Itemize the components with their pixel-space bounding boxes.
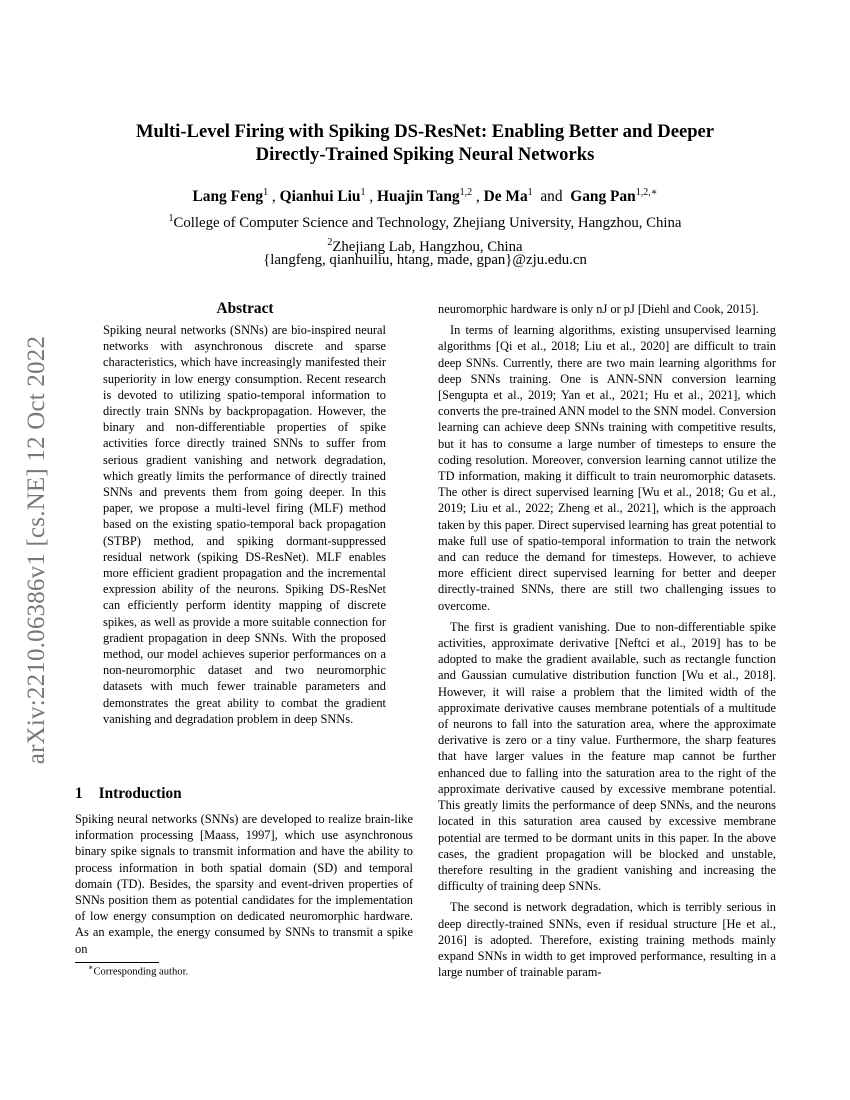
paragraph: The first is gradient vanishing. Due to non-differentiable spike activities, approximate derivative [Neftci et al., 2019] has to be adopted to make the gradient available, such as rectangle function and Gaussian cumulative distribution function [Wu et al., 2018]. However, it will raise a problem that the limited width of the approximate derivative causes membrane potentials of a multitude of neurons to fall into the saturation area, where the approximate derivative is zero or a tiny value. Furthermore, the sharp features that have larger values in the feature map cannot be further enhanced due to falling into the saturation area to the right of the approximate derivative caused by excessive membrane potential. This greatly limits the performance of deep SNNs, and the neurons located in this saturation area caused by excessive membrane potential are termed to be dormant units in this paper. In the above cases, the gradient propagation will be blocked and unstable, therefore resulting in the gradient vanishing and increasing the difficulty of training deep SNNs. xyxy=(438,619,776,894)
arxiv-identifier: arXiv:2210.06386v1 [cs.NE] 12 Oct 2022 xyxy=(23,335,50,765)
author-name: Gang Pan xyxy=(570,188,636,206)
footnote-text: Corresponding author. xyxy=(93,966,189,978)
abstract-heading: Abstract xyxy=(216,300,274,317)
section-number: 1 xyxy=(75,785,83,802)
author-affiliation-mark: 1 xyxy=(360,187,366,198)
paragraph: neuromorphic hardware is only nJ or pJ [Diehl and Cook, 2015]. xyxy=(438,302,759,316)
right-column xyxy=(438,301,776,980)
author-affiliation-mark: 1 xyxy=(263,187,269,198)
footnote-mark: ∗ xyxy=(88,963,94,972)
footnote xyxy=(88,963,188,978)
affiliation-mark: 2 xyxy=(327,236,333,248)
paragraph: The second is network degradation, which is terribly serious in deep directly-trained SNNs, even if residual structure [He et al., 2016] is adopted. Therefore, existing training methods mainly expand SNNs in width to get improved performance, resulting in a large number of trainable param- xyxy=(438,900,776,980)
author-list xyxy=(75,183,775,207)
introduction-paragraph: Spiking neural networks (SNNs) are developed to realize brain-like information processing [Maass, 1997], which use asynchronous binary spike signals to transmit information and have the ability to process information in both spatial domain (SD) and temporal domain (TD). Besides, the sparsity and event-driven properties of SNNs position them as potential candidates for the implementation of low energy consumption on dedicated neuromorphic hardware. As an example, the energy consumed by SNNs to transmit a spike on xyxy=(75,812,413,956)
author-name: Huajin Tang xyxy=(377,188,460,206)
author-separator: , xyxy=(268,188,280,206)
paragraph: In terms of learning algorithms, existing unsupervised learning algorithms [Qi et al., 2018; Liu et al., 2020] are difficult to train deep SNNs. Currently, there are two main learning algorithms for deep SNNs training. One is ANN-SNN conversion learning [Sengupta et al., 2019; Yan et al., 2021; Hu et al., 2021], which converts the pre-trained ANN model to the SNN model. Conversion learning can achieve deep SNNs training with competitive results, but it has to consume a large number of timesteps to ensure the coding resolution. Moreover, conversion learning cannot utilize the TD information, making it difficult to train neuromorphic datasets. The other is direct supervised learning [Wu et al., 2018; Gu et al., 2019; Liu et al., 2022; Zheng et al., 2021], which is the approach taken by this paper. Direct supervised learning has great potential to make full use of spatio-temporal information to train the network and can reduce the demand for timesteps. However, to achieve more efficient direct supervised learning for better and deeper directly-trained SNNs, there are still two challenging issues to overcome. xyxy=(438,323,776,613)
author-emails: {langfeng, qianhuiliu, htang, made, gpan}@zju.edu.cn xyxy=(263,252,587,268)
author-affiliation-mark: 1 xyxy=(527,187,533,198)
author-name: Lang Feng xyxy=(192,188,264,206)
affiliation-mark: 1 xyxy=(168,213,174,224)
paper-title xyxy=(75,120,775,166)
title-line-1: Multi-Level Firing with Spiking DS-ResNet: Enabling Better and Deeper xyxy=(135,121,715,142)
title-line-2: Directly-Trained Spiking Neural Networks xyxy=(255,144,595,165)
section-title: Introduction xyxy=(98,785,182,802)
author-name: Qianhui Liu xyxy=(279,188,361,206)
author-name: De Ma xyxy=(483,188,528,206)
affiliation-2: $^2$Zhejiang Lab, Hangzhou, China xyxy=(327,236,523,255)
author-separator: , xyxy=(472,188,484,206)
author-affiliation-mark: 1,2 xyxy=(459,187,473,198)
author-separator: , xyxy=(365,188,378,206)
section-heading-introduction xyxy=(75,785,182,803)
affiliation-1: $^1$College of Computer Science and Technology, Zhejiang University, Hangzhou, China xyxy=(168,213,682,231)
abstract-body: Spiking neural networks (SNNs) are bio-inspired neural networks with asynchronous discrete and sparse characteristics, which have increasingly manifested their superiority in low energy consumption. Recent research is devoted to utilizing spatio-temporal information to directly train SNNs by backpropagation. However, the binary and non-differentiable properties of spike activities force directly trained SNNs to suffer from serious gradient vanishing and network degradation, which greatly limits the performance of directly trained SNNs and prevents them from going deeper. In this paper, we propose a multi-level firing (MLF) method based on the existing spatio-temporal back propagation (STBP) method, and spiking dormant-suppressed residual network (spiking DS-ResNet). MLF enables more efficient gradient propagation and the incremental expression ability of the neurons. Spiking DS-ResNet can efficiently perform identity mapping of discrete spikes, as well as provide a more suitable connection for gradient propagation in deep SNNs. With the proposed method, our model achieves superior performances on a non-neuromorphic dataset and two neuromorphic datasets with much fewer trainable parameters and demonstrates the great ability to combat the gradient vanishing and degradation problem in deep SNNs. xyxy=(103,323,386,726)
author-affiliation-mark: 1,2,∗ xyxy=(635,187,658,198)
arxiv-sidebar-stamp xyxy=(22,300,52,800)
author-separator: and xyxy=(532,188,571,206)
